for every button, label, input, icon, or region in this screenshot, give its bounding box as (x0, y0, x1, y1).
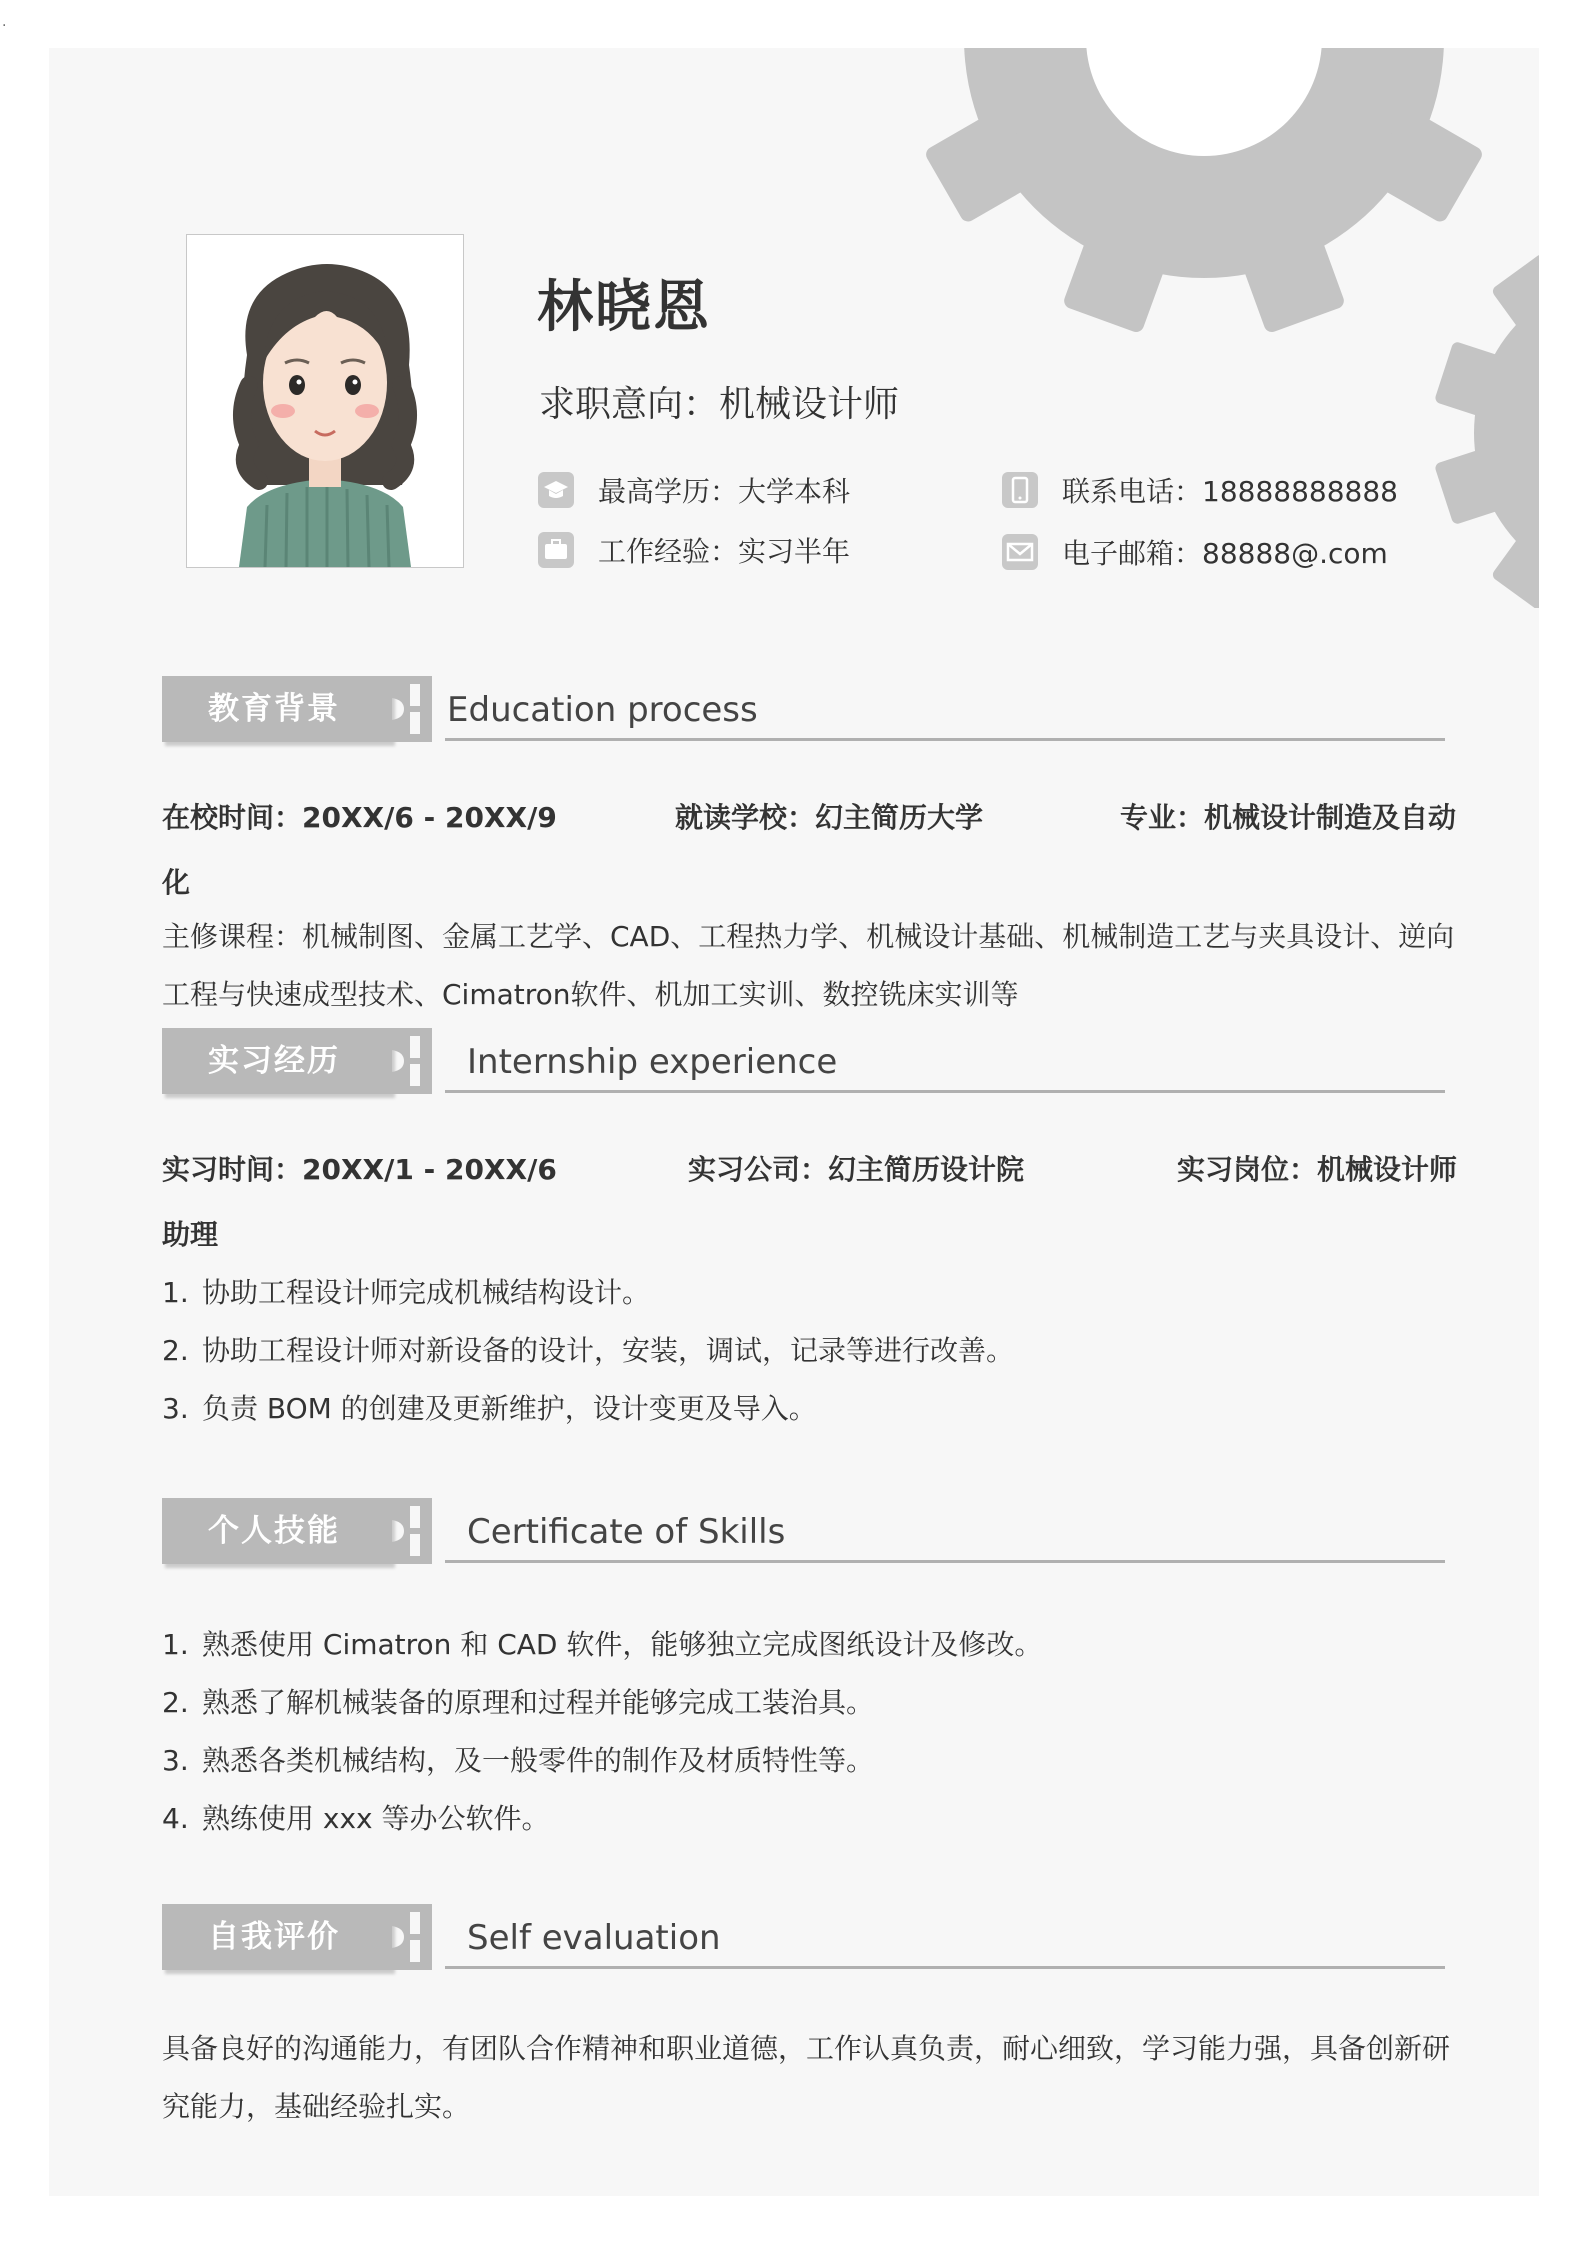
puzzle-icon (370, 676, 450, 756)
major-continued: 化 (162, 866, 191, 899)
section-divider (445, 738, 1445, 741)
section-title-en: Internship experience (467, 1042, 838, 1082)
graduation-cap-icon (538, 472, 574, 508)
list-item: 1. 熟悉使用 Cimatron 和 CAD 软件，能够独立完成图纸设计及修改。 (162, 1628, 1043, 1661)
briefcase-icon (538, 532, 574, 568)
list-item: 2. 协助工程设计师对新设备的设计，安装，调试，记录等进行改善。 (162, 1334, 1015, 1367)
evaluation-line-2: 究能力，基础经验扎实。 (162, 2090, 471, 2123)
puzzle-icon (370, 1904, 450, 1984)
position-continued: 助理 (162, 1218, 219, 1251)
courses-line-2: 工程与快速成型技术、Cimatron软件、机加工实训、数控铣床实训等 (162, 978, 1019, 1011)
envelope-icon (1002, 534, 1038, 570)
experience-text: 工作经验：实习半年 (598, 535, 851, 568)
section-title-cn: 实习经历 (162, 1028, 392, 1094)
evaluation-line-1: 具备良好的沟通能力，有团队合作精神和职业道德，工作认真负责，耐心细致，学习能力强，具备创新研 (162, 2032, 1451, 2065)
phone-text: 联系电话：18888888888 (1062, 475, 1398, 508)
list-item: 3. 熟悉各类机械结构，及一般零件的制作及材质特性等。 (162, 1744, 875, 1777)
info-education-level (538, 470, 850, 510)
resume-page (49, 48, 1539, 2196)
avatar (186, 234, 464, 568)
courses-line-1: 主修课程：机械制图、金属工艺学、CAD、工程热力学、机械设计基础、机械制造工艺与夹具设计、逆向 (162, 920, 1455, 953)
internship-position: 实习岗位：机械设计师 (1177, 1153, 1458, 1186)
info-email (1002, 532, 1388, 572)
person-name: 林晓恩 (537, 275, 711, 340)
list-item: 2. 熟悉了解机械装备的原理和过程并能够完成工装治具。 (162, 1686, 875, 1719)
section-divider (445, 1966, 1445, 1969)
list-item: 4. 熟练使用 xxx 等办公软件。 (162, 1802, 550, 1835)
corner-dot: . (2, 14, 7, 30)
school-name: 就读学校：幻主简历大学 (675, 801, 984, 834)
avatar-illustration (187, 235, 463, 567)
internship-time: 实习时间：20XX/1 - 20XX/6 (162, 1153, 557, 1186)
list-item: 1. 协助工程设计师完成机械结构设计。 (162, 1276, 651, 1309)
section-title-en: Education process (447, 690, 758, 730)
info-phone (1002, 470, 1398, 510)
section-header-education (162, 676, 1492, 756)
skills-list (162, 1616, 1457, 1848)
puzzle-icon (370, 1028, 450, 1108)
info-experience (538, 530, 850, 570)
major: 专业：机械设计制造及自动 (1120, 801, 1457, 834)
internship-duties (162, 1264, 1457, 1438)
education-meta (162, 796, 1457, 854)
internship-meta (162, 1148, 1457, 1206)
section-title-cn: 个人技能 (162, 1498, 392, 1564)
courses-block (162, 908, 1457, 1038)
education-level-text: 最高学历：大学本科 (598, 475, 851, 508)
section-header-evaluation (162, 1904, 1492, 1984)
internship-company: 实习公司：幻主简历设计院 (688, 1153, 1025, 1186)
list-item: 3. 负责 BOM 的创建及更新维护，设计变更及导入。 (162, 1392, 817, 1425)
evaluation-text (162, 2020, 1457, 2136)
job-intent: 求职意向：机械设计师 (539, 384, 900, 425)
section-header-skills (162, 1498, 1492, 1578)
section-title-cn: 教育背景 (162, 676, 392, 742)
section-title-en: Self evaluation (467, 1918, 721, 1958)
puzzle-icon (370, 1498, 450, 1578)
section-header-internship (162, 1028, 1492, 1108)
school-time: 在校时间：20XX/6 - 20XX/9 (162, 801, 557, 834)
section-title-en: Certificate of Skills (467, 1512, 786, 1552)
section-divider (445, 1090, 1445, 1093)
phone-icon (1002, 472, 1038, 508)
section-title-cn: 自我评价 (162, 1904, 392, 1970)
email-text: 电子邮箱：88888@.com (1062, 537, 1388, 570)
section-divider (445, 1560, 1445, 1563)
